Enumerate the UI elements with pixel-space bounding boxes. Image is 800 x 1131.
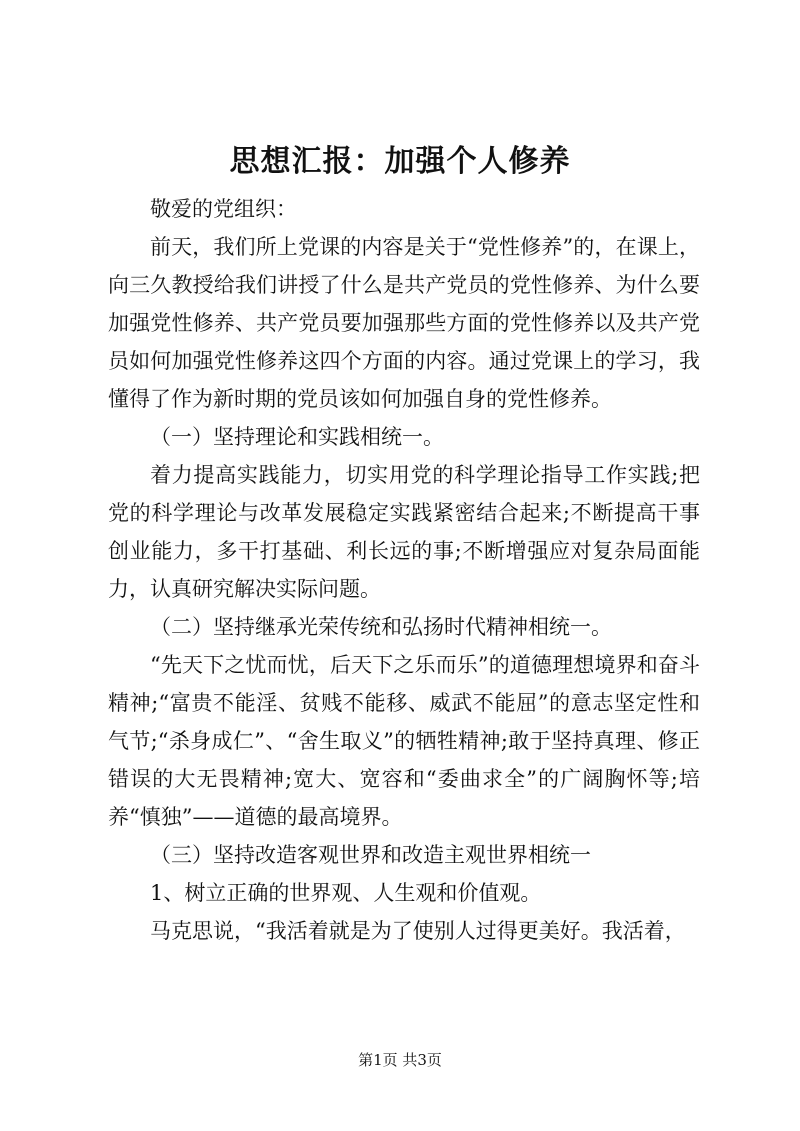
- paragraph-section-1: 着力提高实践能力，切实用党的科学理论指导工作实践;把党的科学理论与改革发展稳定实践紧密结合起来;不断提高干事创业能力，多干打基础、利长远的事;不断增强应对复杂局面能力，认真研究解决实际问题。: [108, 463, 700, 601]
- paragraph-marx-quote: 马克思说，“我活着就是为了使别人过得更美好。我活着，: [150, 919, 686, 943]
- section-heading-2: （二）坚持继承光荣传统和弘扬时代精神相统一。: [150, 615, 612, 639]
- paragraph-section-2: “先天下之忧而忧，后天下之乐而乐”的道德理想境界和奋斗精神;“富贵不能淫、贫贱不能移、威武不能屈”的意志坚定性和气节;“杀身成仁”、“舍生取义”的牺牲精神;敢于坚持真理、修正错误的大无畏精神;宽大、宽容和“委曲求全”的广阔胸怀等;培养“慎独”——道德的最高境界。: [108, 653, 700, 829]
- page-number-footer: 第1页 共3页: [358, 1051, 442, 1069]
- document-body: [108, 190, 700, 950]
- subsection-heading-1: 1、树立正确的世界观、人生观和价值观。: [150, 881, 542, 905]
- paragraph-intro: 前天，我们所上党课的内容是关于“党性修养”的，在课上，向三久教授给我们讲授了什么是共产党员的党性修养、为什么要加强党性修养、共产党员要加强那些方面的党性修养以及共产党员如何加强党性修养这四个方面的内容。通过党课上的学习，我懂得了作为新时期的党员该如何加强自身的党性修养。: [108, 235, 700, 411]
- salutation: 敬爱的党组织：: [150, 197, 297, 221]
- section-heading-3: （三）坚持改造客观世界和改造主观世界相统一: [150, 843, 591, 867]
- section-heading-1: （一）坚持理论和实践相统一。: [150, 425, 444, 449]
- document-title: 思想汇报：加强个人修养: [229, 144, 571, 179]
